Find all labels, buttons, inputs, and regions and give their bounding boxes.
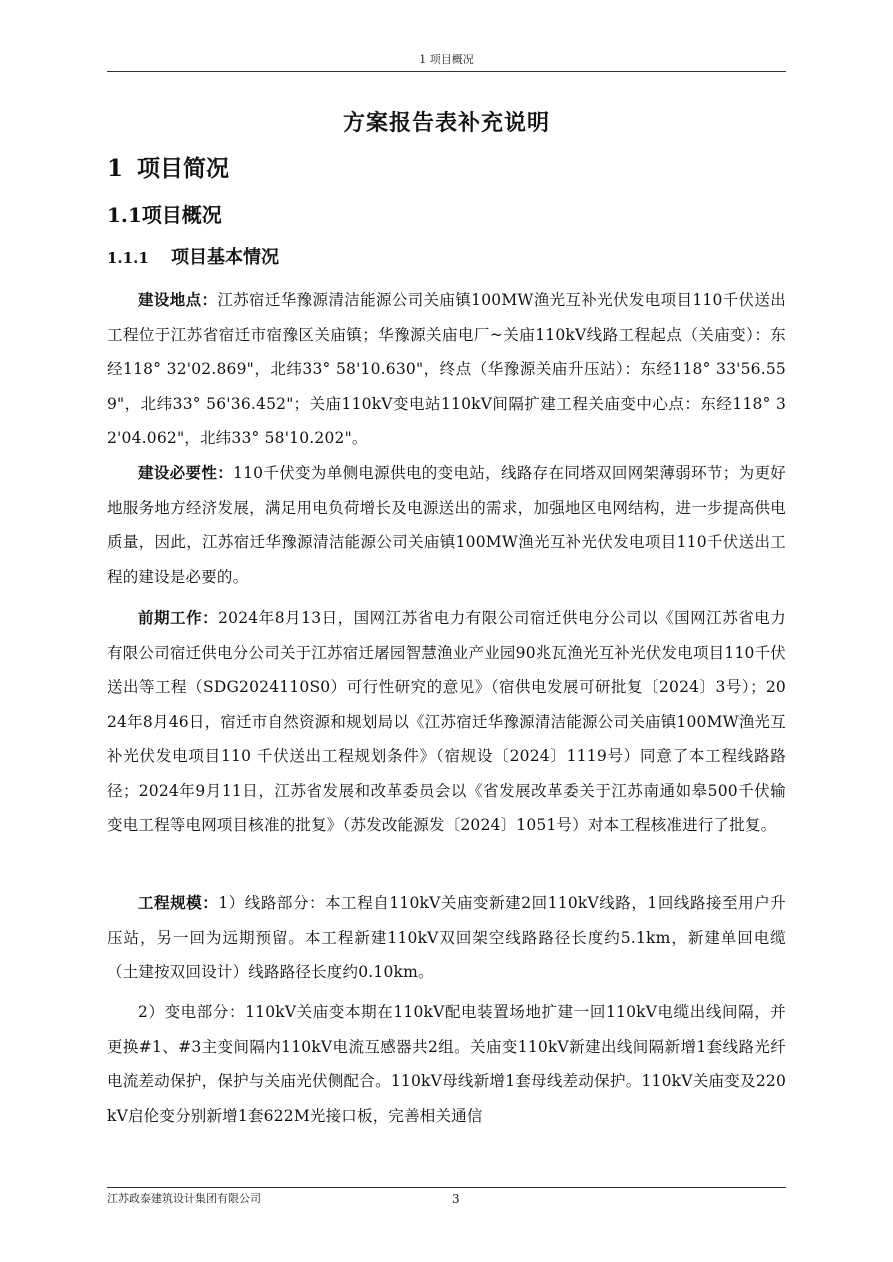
subsection-heading	[107, 199, 222, 231]
footer-company-name: 江苏政泰建筑设计集团有限公司	[107, 1192, 261, 1205]
paragraph-text: 1）线路部分：本工程自110kV关庙变新建2回110kV线路，1回线路接至用户升压站，另一回为远期预留。本工程新建110kV双回架空线路路径长度约5.1km，新建单回电缆（土建按双回设计）线路路径长度约0.10km。	[107, 894, 786, 981]
paragraph-text: 2）变电部分：110kV关庙变本期在110kV配电装置场地扩建一回110kV电缆出线间隔，并更换#1、#3主变间隔内110kV电流互感器共2组。关庙变110kV新建出线间隔新增1套线路光纤电流差动保护，保护与关庙光伏侧配合。110kV母线新增1套母线差动保护。110kV关庙变及220kV启伦变分别新增1套622M光接口板，完善相关通信	[107, 1003, 786, 1125]
document-title: 方案报告表补充说明	[342, 110, 550, 136]
paragraph-construction-necessity	[107, 456, 786, 594]
paragraph-lead: 建设必要性：	[138, 463, 234, 482]
running-header: 1 项目概况	[419, 53, 474, 66]
paragraph-construction-location	[107, 283, 786, 456]
paragraph-text: 江苏宿迁华豫源清洁能源公司关庙镇100MW渔光互补光伏发电项目110千伏送出工程位于江苏省宿迁市宿豫区关庙镇；华豫源关庙电厂~关庙110kV线路工程起点（关庙变）：东经118° 32'02.869"，北纬33° 58'10.630"，终点（华豫源关庙升压站）：东经118° 33'56.559"，北纬33° 56'36.452"；关庙110kV变电站110kV间隔扩建工程关庙变中心点：东经118° 32'04.062"，北纬33° 58'10.202"。	[107, 291, 786, 447]
subsubsection-title: 项目基本情况	[171, 247, 279, 268]
paragraph-preliminary-work	[107, 601, 786, 843]
page-number: 3	[452, 1192, 460, 1206]
subsection-title: 项目概况	[141, 203, 222, 227]
section-title: 项目简况	[137, 155, 229, 182]
section-heading	[107, 152, 229, 186]
subsubsection-number: 1.1.1	[107, 249, 149, 267]
section-number: 1	[107, 155, 124, 182]
subsection-number: 1.1	[107, 203, 142, 227]
paragraph-lead: 前期工作：	[138, 608, 219, 627]
paragraph-text: 110千伏变为单侧电源供电的变电站，线路存在同塔双回网架薄弱环节；为更好地服务地方经济发展，满足用电负荷增长及电源送出的需求，加强地区电网结构，进一步提高供电质量，因此，江苏宿迁华豫源清洁能源公司关庙镇100MW渔光互补光伏发电项目110千伏送出工程的建设是必要的。	[107, 464, 786, 586]
paragraph-text: 2024年8月13日，国网江苏省电力有限公司宿迁供电分公司以《国网江苏省电力有限公司宿迁供电分公司关于江苏宿迁屠园智慧渔业产业园90兆瓦渔光互补光伏发电项目110千伏送出等工程（SDG2024110S0）可行性研究的意见》（宿供电发展可研批复〔2024〕3号）；2024年8月46日，宿迁市自然资源和规划局以《江苏宿迁华豫源清洁能源公司关庙镇100MW渔光互补光伏发电项目110 千伏送出工程规划条件》（宿规设〔2024〕1119号）同意了本工程线路路径；2024年9月11日，江苏省发展和改革委员会以《省发展改革委关于江苏南通如皋500千伏输变电工程等电网项目核准的批复》（苏发改能源发〔2024〕1051号）对本工程核准进行了批复。	[107, 609, 786, 834]
footer-divider	[107, 1187, 786, 1188]
header-divider	[107, 71, 786, 72]
paragraph-lead: 工程规模：	[138, 893, 219, 912]
paragraph-lead: 建设地点：	[138, 290, 218, 309]
subsubsection-heading	[107, 243, 279, 273]
paragraph-substation-part	[107, 995, 786, 1133]
paragraph-project-scale	[107, 886, 786, 990]
